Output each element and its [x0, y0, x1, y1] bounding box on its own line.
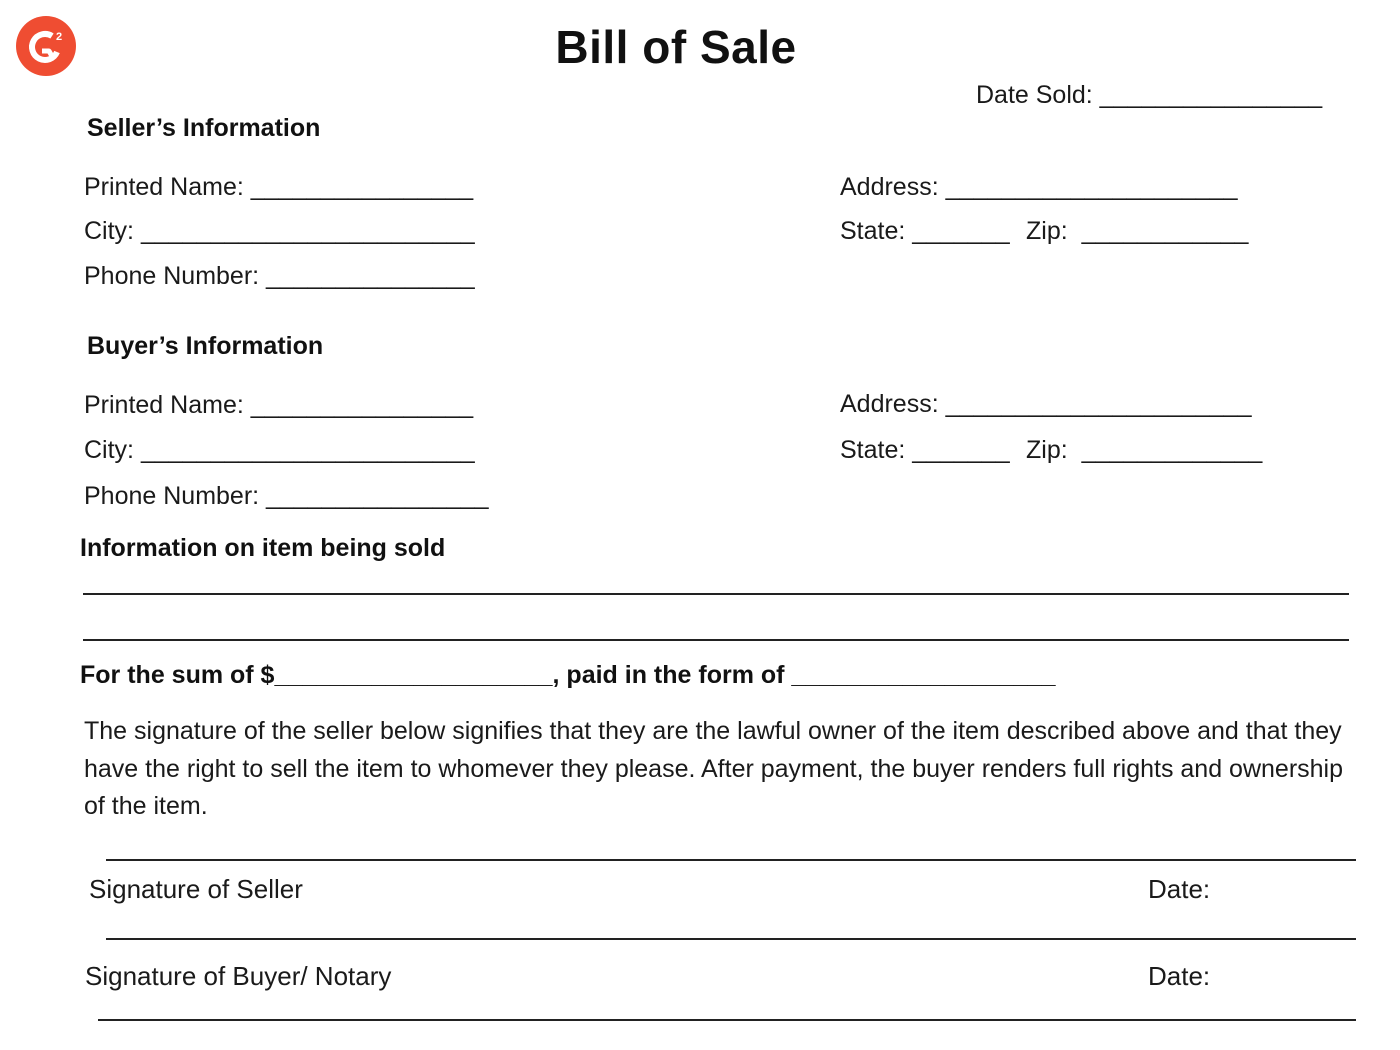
- seller-state-field[interactable]: State: _______: [840, 217, 1010, 245]
- seller-date-label: Date:: [1148, 874, 1211, 904]
- buyer-heading: Buyer’s Information: [87, 332, 324, 360]
- buyer-city-field[interactable]: City: ________________________: [84, 436, 475, 464]
- seller-heading: Seller’s Information: [87, 114, 321, 142]
- buyer-phone-field[interactable]: Phone Number: ________________: [84, 482, 489, 510]
- buyer-state-field[interactable]: State: _______: [840, 436, 1010, 464]
- buyer-address-field[interactable]: Address: ______________________: [840, 390, 1252, 418]
- seller-signature-line[interactable]: [106, 859, 1356, 861]
- buyer-date-label: Date:: [1148, 961, 1211, 991]
- page-title: Bill of Sale: [555, 21, 797, 73]
- seller-signature-label: Signature of Seller: [89, 874, 303, 904]
- buyer-printed-name-field[interactable]: Printed Name: ________________: [84, 391, 474, 419]
- item-heading: Information on item being sold: [80, 534, 446, 562]
- seller-phone-field[interactable]: Phone Number: _______________: [84, 262, 475, 290]
- item-line-1[interactable]: [83, 593, 1349, 595]
- item-line-2[interactable]: [83, 639, 1349, 641]
- sum-payment-line[interactable]: For the sum of $____________________, paid in the form of ___________________: [80, 661, 1056, 689]
- seller-address-field[interactable]: Address: _____________________: [840, 173, 1238, 201]
- date-sold-field[interactable]: Date Sold: ________________: [976, 81, 1323, 109]
- seller-zip-field[interactable]: Zip: ____________: [1026, 217, 1249, 245]
- seller-printed-name-field[interactable]: Printed Name: ________________: [84, 173, 474, 201]
- svg-text:2: 2: [56, 31, 63, 43]
- buyer-zip-field[interactable]: Zip: _____________: [1026, 436, 1263, 464]
- seller-city-field[interactable]: City: ________________________: [84, 217, 475, 245]
- bottom-signature-line[interactable]: [98, 1019, 1356, 1021]
- buyer-signature-line[interactable]: [106, 938, 1356, 940]
- buyer-signature-label: Signature of Buyer/ Notary: [85, 961, 392, 991]
- ownership-statement: The signature of the seller below signifies that they are the lawful owner of the item described above and that they have the right to sell the item to whomever they please. After payment, the buyer renders full rights and ownership of the item.: [84, 717, 1344, 820]
